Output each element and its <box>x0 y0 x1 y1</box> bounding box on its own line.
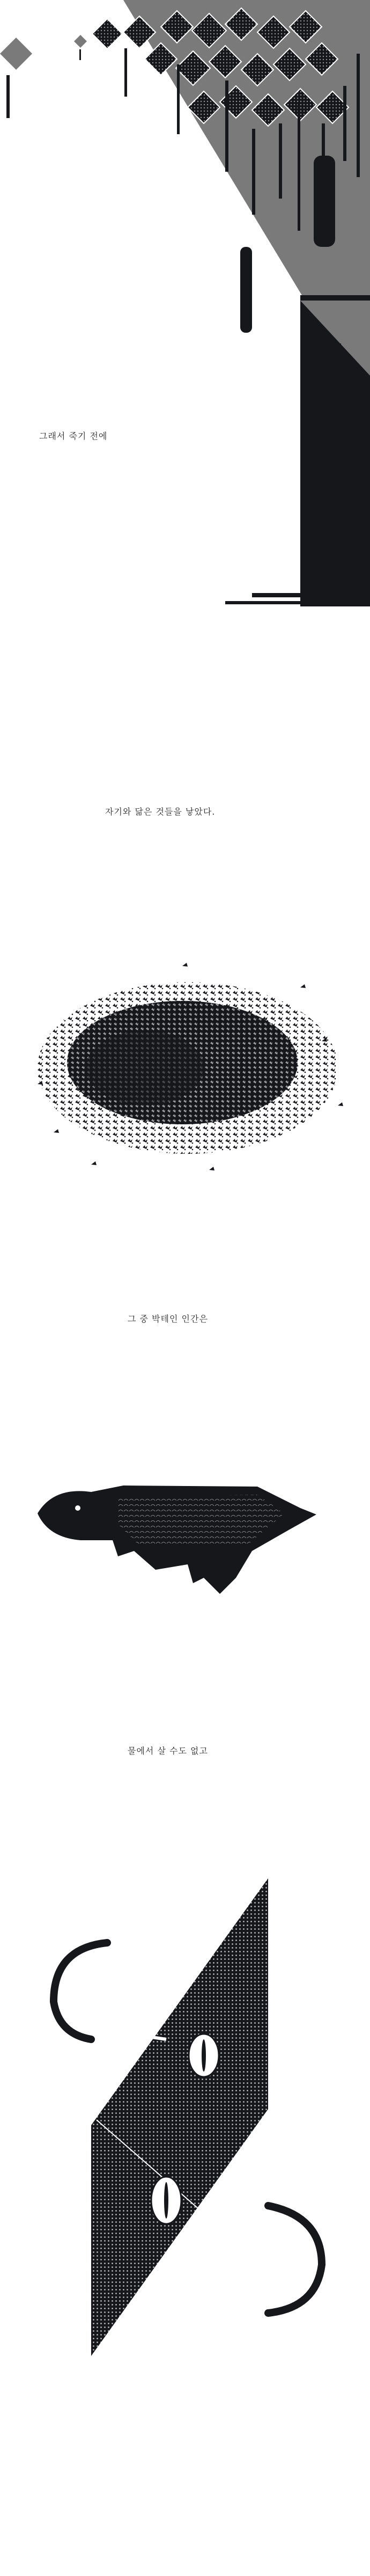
caption-bacterial-human: 그 중 박테인 인간은 <box>128 1314 208 1324</box>
forest-diagonal-illustration <box>0 0 370 633</box>
caption-cannot-live-in-water: 물에서 살 수도 없고 <box>128 1746 208 1756</box>
caption-before-death: 그래서 죽기 전에 <box>39 431 108 441</box>
swarm-cloud-illustration <box>21 945 354 1191</box>
fish-silhouette-illustration <box>32 1470 322 1599</box>
caption-gave-birth: 자기와 닮은 것들을 낳았다. <box>105 807 216 817</box>
parallelogram-creature-illustration <box>43 1878 332 2367</box>
